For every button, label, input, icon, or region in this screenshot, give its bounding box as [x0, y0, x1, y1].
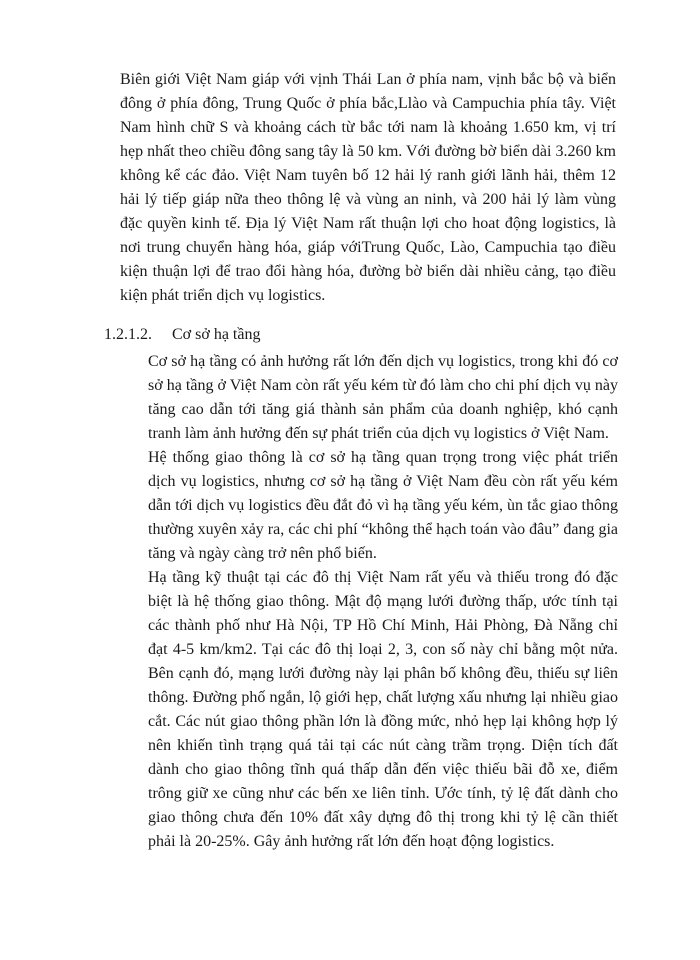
intro-paragraph: Biên giới Việt Nam giáp với vịnh Thái Lan ở phía nam, vịnh bắc bộ và biển đông ở phía đông, Trung Quốc ở phía bắc,Llào và Campuchia phía tây. Việt Nam hình chữ S và khoảng cách từ bắc tới nam là khoảng 1.650 km, vị trí hẹp nhất theo chiều đông sang tây là 50 km. Với đường bờ biển dài 3.260 km không kể các đảo. Việt Nam tuyên bố 12 hải lý ranh giới lãnh hải, thêm 12 hải lý tiếp giáp nữa theo thông lệ và vùng an ninh, và 200 hải lý làm vùng đặc quyền kinh tế. Địa lý Việt Nam rất thuận lợi cho hoat động logistics, là nơi trung chuyển hàng hóa, giáp vớiTrung Quốc, Lào, Campuchia tạo điều kiện thuận lợi để trao đổi hàng hóa, đường bờ biển dài nhiều cảng, tạo điều kiện phát triển dịch vụ logistics. [120, 71, 616, 304]
section-body [148, 350, 618, 854]
section-number: 1.2.1.2. [104, 326, 152, 343]
section-title: Cơ sở hạ tầng [172, 326, 261, 343]
paragraph-transport-system: Hệ thống giao thông là cơ sở hạ tầng quan trọng trong việc phát triển dịch vụ logistics, nhưng cơ sở hạ tầng ở Việt Nam đều còn rất yếu kém dẫn tới dịch vụ logistics đều đắt đỏ vì hạ tầng yếu kém, ùn tắc giao thông thường xuyên xảy ra, các chi phí “không thể hạch toán vào đâu” đang gia tăng và ngày càng trở nên phổ biến. [148, 449, 618, 562]
paragraph-infrastructure-impact: Cơ sở hạ tầng có ảnh hưởng rất lớn đến dịch vụ logistics, trong khi đó cơ sở hạ tầng ở Việt Nam còn rất yếu kém từ đó làm cho chi phí dịch vụ này tăng cao dẫn tới tăng giá thành sản phẩm của doanh nghiệp, khó cạnh tranh làm ảnh hưởng đến sự phát triển của dịch vụ logistics ở Việt Nam. [148, 353, 618, 442]
paragraph-urban-infrastructure: Hạ tầng kỹ thuật tại các đô thị Việt Nam rất yếu và thiếu trong đó đặc biệt là hệ thống giao thông. Mật độ mạng lưới đường thấp, ước tính tại các thành phố như Hà Nội, TP Hồ Chí Minh, Hải Phòng, Đà Nẵng chỉ đạt 4-5 km/km2. Tại các đô thị loại 2, 3, con số này chỉ bằng một nửa. Bên cạnh đó, mạng lưới đường này lại phân bố không đều, thiếu sự liên thông. Đường phố ngắn, lộ giới hẹp, chất lượng xấu nhưng lại nhiều giao cắt. Các nút giao thông phần lớn là đồng mức, nhỏ hẹp lại không hợp lý nên khiến tình trạng quá tải tại các nút càng trầm trọng. Diện tích đất dành cho giao thông tĩnh quá thấp dẫn đến việc thiếu bãi đỗ xe, điểm trông giữ xe cũng như các bến xe liên tỉnh. Ước tính, tỷ lệ đất dành cho giao thông chưa đến 10% đất xây dựng đô thị trong khi tỷ lệ cần thiết phải là 20-25%. Gây ảnh hưởng rất lớn đến hoạt động logistics. [148, 569, 618, 850]
section-heading [104, 323, 604, 347]
